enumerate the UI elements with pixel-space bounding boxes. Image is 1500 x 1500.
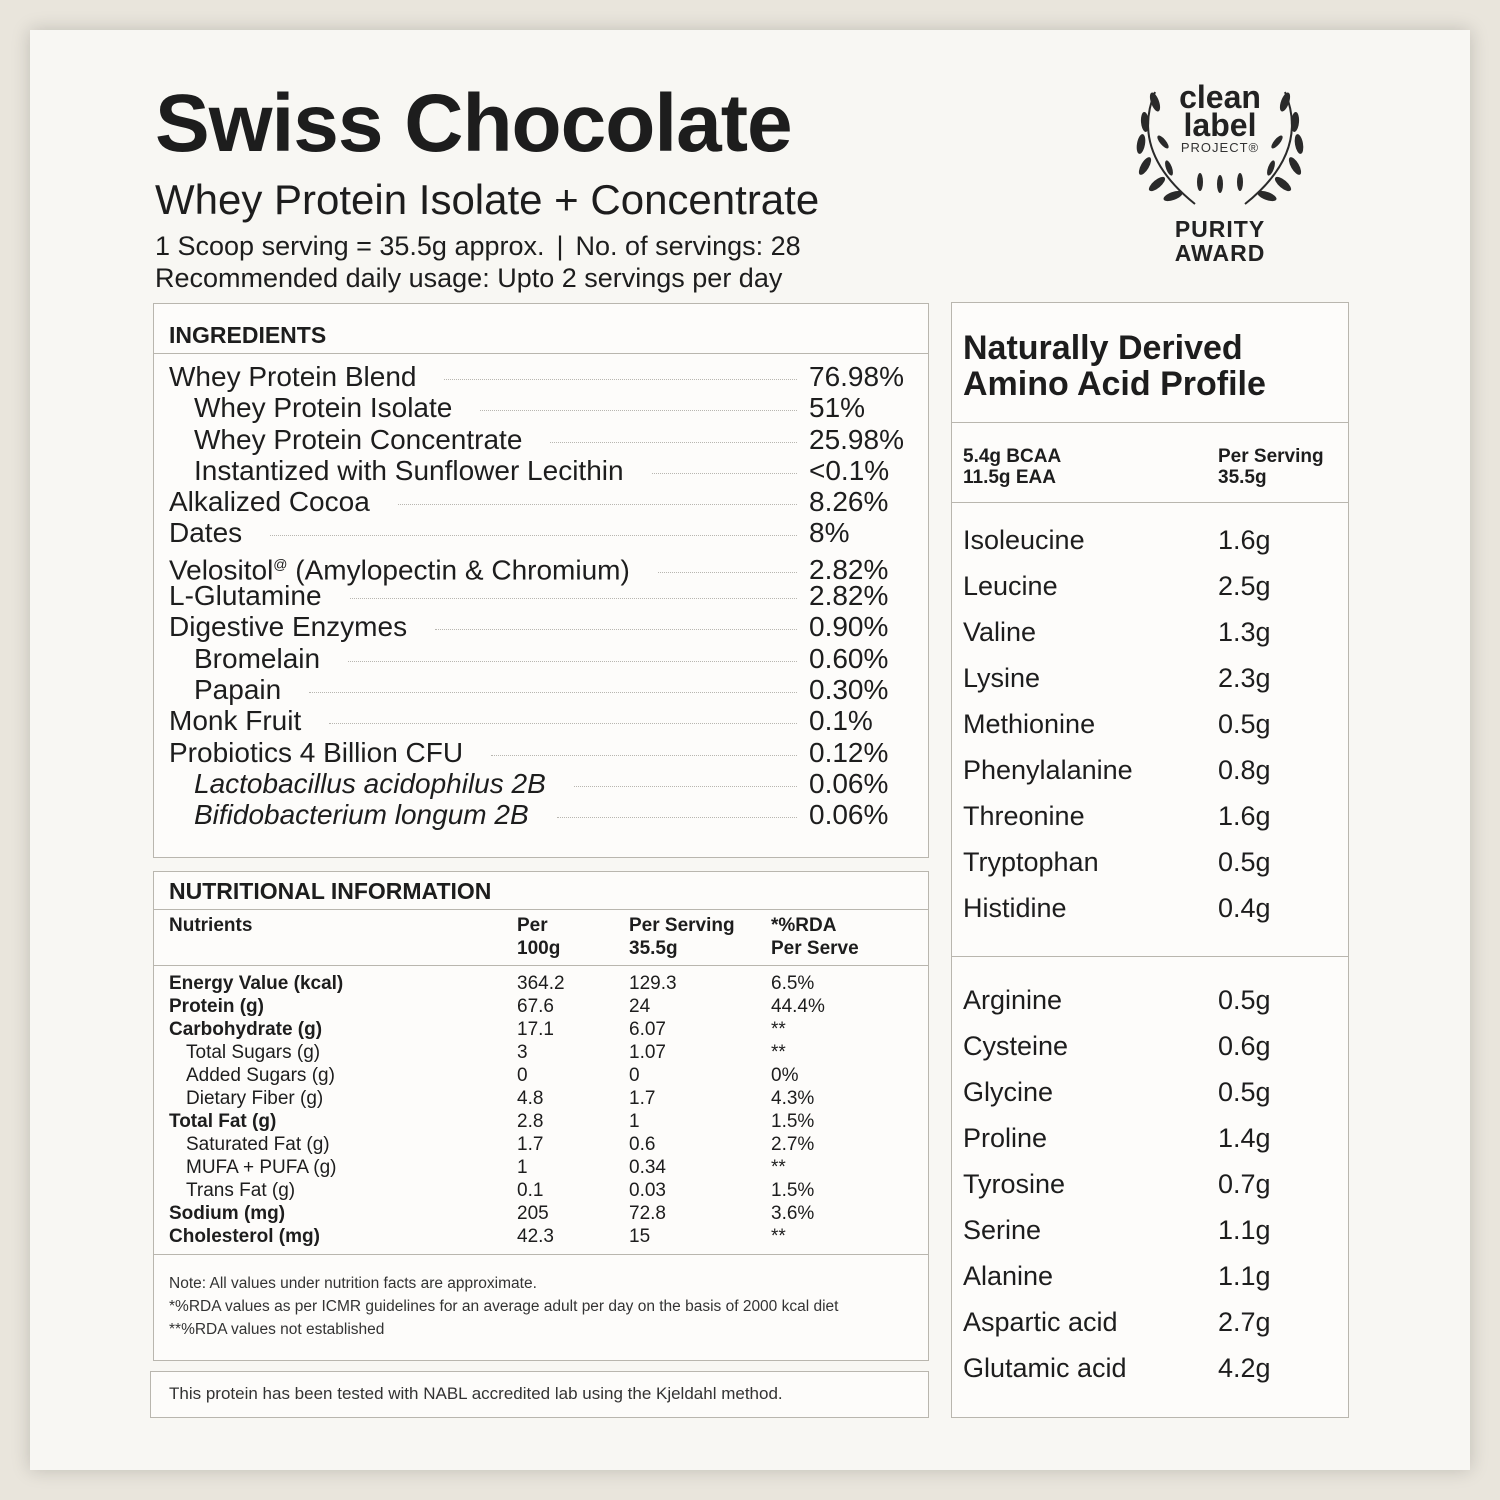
per-serving-value: 72.8 (629, 1203, 666, 1224)
list-item (963, 1122, 1333, 1168)
rda-value: ** (771, 1042, 786, 1063)
badge-purity: PURITY (1174, 216, 1266, 242)
table-row (169, 1225, 919, 1248)
nutrient-name: Added Sugars (g) (186, 1065, 335, 1086)
list-item (963, 1260, 1333, 1306)
col-header-rda-line1: *%RDA (771, 915, 837, 936)
ingredient-row (169, 517, 914, 548)
ingredient-name-rest: (Amylopectin & Chromium) (287, 554, 630, 586)
nutrient-name: Protein (g) (169, 996, 264, 1017)
servings-count: No. of servings: 28 (575, 231, 801, 261)
per100g-value: 3 (517, 1042, 528, 1063)
amino-name: Cysteine (963, 1031, 1069, 1061)
amino-name: Leucine (963, 571, 1058, 601)
amino-value: 0.8g (1218, 755, 1271, 785)
amino-title-line1: Naturally Derived (963, 329, 1243, 367)
ingredient-row (169, 549, 914, 586)
nutrient-name: Cholesterol (mg) (169, 1226, 320, 1247)
amino-title-line2: Amino Acid Profile (963, 365, 1266, 403)
col-header-per100g-line2: 100g (517, 938, 561, 959)
ingredient-row (169, 705, 914, 736)
ingredient-row (169, 737, 914, 768)
lab-test-note-box (150, 1371, 929, 1418)
bcaa-eaa-summary (963, 446, 1061, 488)
table-row (169, 995, 919, 1018)
per100g-value: 67.6 (517, 996, 554, 1017)
rda-value: ** (771, 1226, 786, 1247)
col-header-per100g (517, 914, 560, 960)
nutrition-panel (153, 871, 929, 1361)
table-row (169, 1179, 919, 1202)
amino-name: Glutamic acid (963, 1353, 1127, 1383)
rda-value: 4.3% (771, 1088, 815, 1109)
clean-label-badge (1125, 72, 1315, 272)
ingredient-name: Bifidobacterium longum 2B (194, 799, 529, 831)
per-serving-value: 0.6 (629, 1134, 656, 1155)
ingredient-percent: 0.12% (809, 736, 889, 768)
list-item (963, 570, 1333, 616)
badge-word-label: label (1183, 107, 1257, 143)
ingredient-percent: 0.90% (809, 611, 889, 643)
product-subtitle: Whey Protein Isolate + Concentrate (155, 176, 820, 223)
rda-value: 6.5% (771, 973, 815, 994)
col-header-rda (771, 914, 859, 960)
registered-mark: @ (273, 555, 288, 572)
amino-name: Proline (963, 1123, 1048, 1153)
amino-name: Methionine (963, 709, 1096, 739)
per100g-value: 17.1 (517, 1019, 554, 1040)
per-serving-value: 6.07 (629, 1019, 666, 1040)
note-rda-guidelines: *%RDA values as per ICMR guidelines for an average adult per day on the basis of 2000 kcal diet (169, 1298, 839, 1315)
ingredient-row (169, 768, 914, 799)
ingredient-name: Bromelain (194, 642, 321, 674)
per100g-value: 0.1 (517, 1180, 544, 1201)
col-header-per-serving-line2: 35.5g (629, 938, 678, 959)
amino-value: 1.1g (1218, 1215, 1271, 1245)
amino-value: 0.5g (1218, 847, 1271, 877)
rda-value: 3.6% (771, 1203, 815, 1224)
col-header-per-serving (629, 914, 735, 960)
per-serving-value: 129.3 (629, 973, 677, 994)
amino-name: Tyrosine (963, 1169, 1066, 1199)
rda-value: 1.5% (771, 1180, 815, 1201)
nutrition-table (169, 972, 919, 1248)
amino-name: Histidine (963, 893, 1067, 923)
nutrient-name: Total Sugars (g) (186, 1042, 321, 1063)
amino-value: 0.5g (1218, 1077, 1271, 1107)
col-header-nutrients: Nutrients (169, 915, 253, 936)
amino-value: 1.3g (1218, 617, 1271, 647)
product-title: Swiss Chocolate (155, 78, 792, 169)
per-serving-value: 1 (629, 1111, 640, 1132)
list-item (963, 1168, 1333, 1214)
nutrition-notes (169, 1272, 838, 1341)
ingredient-percent: 0.1% (809, 705, 873, 737)
ingredient-row (169, 455, 914, 486)
list-item (963, 846, 1333, 892)
ingredient-name: Monk Fruit (169, 705, 302, 737)
per-serving-header-line2: 35.5g (1218, 467, 1267, 488)
divider (154, 909, 928, 910)
per100g-value: 1 (517, 1157, 528, 1178)
amino-name: Lysine (963, 663, 1041, 693)
note-approximate: Note: All values under nutrition facts are approximate. (169, 1275, 537, 1292)
per100g-value: 2.8 (517, 1111, 544, 1132)
col-header-per100g-line1: Per (517, 915, 548, 936)
list-item (963, 708, 1333, 754)
badge-word-clean: clean (1179, 79, 1261, 115)
per100g-value: 0 (517, 1065, 528, 1086)
rda-value: 2.7% (771, 1134, 815, 1155)
per100g-value: 42.3 (517, 1226, 554, 1247)
table-row (169, 1110, 919, 1133)
ingredient-percent: 2.82% (809, 554, 889, 586)
amino-name: Phenylalanine (963, 755, 1133, 785)
ingredient-name: Lactobacillus acidophilus 2B (194, 767, 546, 799)
list-item (963, 800, 1333, 846)
ingredient-row (169, 424, 914, 455)
serving-size: 1 Scoop serving = 35.5g approx. (155, 231, 545, 261)
per100g-value: 205 (517, 1203, 549, 1224)
amino-value: 1.6g (1218, 525, 1271, 555)
ingredient-name-main: Velositol (169, 554, 274, 586)
divider (154, 1254, 928, 1255)
ingredient-percent: 8.26% (809, 486, 889, 518)
ingredient-name: Instantized with Sunflower Lecithin (194, 454, 624, 486)
ingredient-row (169, 799, 914, 830)
note-rda-not-established: **%RDA values not established (169, 1321, 385, 1338)
nonessential-amino-list (963, 984, 1333, 1398)
divider (952, 956, 1348, 957)
amino-value: 0.7g (1218, 1169, 1271, 1199)
nutrient-name: MUFA + PUFA (g) (186, 1157, 337, 1178)
amino-name: Glycine (963, 1077, 1054, 1107)
ingredient-percent: 25.98% (809, 423, 904, 455)
col-header-rda-line2: Per Serve (771, 938, 859, 959)
separator: | (556, 231, 564, 261)
serving-info (155, 230, 801, 262)
nutrient-name: Saturated Fat (g) (186, 1134, 330, 1155)
col-header-per-serving-line1: Per Serving (629, 915, 735, 936)
list-item (963, 662, 1333, 708)
bcaa-amount: 5.4g BCAA (963, 446, 1062, 467)
divider (952, 422, 1348, 423)
amino-name: Tryptophan (963, 847, 1099, 877)
list-item (963, 616, 1333, 662)
list-item (963, 1352, 1333, 1398)
ingredient-row (169, 392, 914, 423)
divider (154, 353, 928, 354)
amino-value: 0.5g (1218, 709, 1271, 739)
badge-word-project: PROJECT® (1180, 140, 1260, 155)
lab-test-note: This protein has been tested with NABL accredited lab using the Kjeldahl method. (169, 1384, 783, 1403)
table-row (169, 1156, 919, 1179)
nutrient-name: Dietary Fiber (g) (186, 1088, 324, 1109)
ingredient-percent: 0.60% (809, 642, 889, 674)
rda-value: ** (771, 1019, 786, 1040)
ingredients-list (169, 361, 914, 830)
amino-name: Alanine (963, 1261, 1054, 1291)
amino-acid-panel (951, 302, 1349, 1418)
per100g-value: 4.8 (517, 1088, 544, 1109)
per-serving-value: 1.7 (629, 1088, 656, 1109)
ingredients-panel (153, 303, 929, 858)
ingredient-percent: 0.06% (809, 799, 889, 831)
list-item (963, 1306, 1333, 1352)
divider (952, 502, 1348, 503)
per-serving-header (1218, 446, 1324, 488)
ingredient-percent: 0.06% (809, 767, 889, 799)
badge-award: AWARD (1174, 240, 1266, 266)
list-item (963, 892, 1333, 938)
rda-value: ** (771, 1157, 786, 1178)
ingredient-row (169, 486, 914, 517)
ingredient-percent: 8% (809, 517, 850, 549)
ingredient-name: Dates (169, 517, 243, 549)
ingredient-percent: 2.82% (809, 580, 889, 612)
ingredient-name: Whey Protein Isolate (194, 392, 453, 424)
list-item (963, 1030, 1333, 1076)
ingredient-percent: 0.30% (809, 673, 889, 705)
amino-value: 0.5g (1218, 985, 1271, 1015)
ingredient-name: Digestive Enzymes (169, 611, 408, 643)
table-row (169, 972, 919, 995)
list-item (963, 524, 1333, 570)
ingredient-name: Whey Protein Concentrate (194, 423, 523, 455)
divider (154, 965, 928, 966)
nutrition-heading: NUTRITIONAL INFORMATION (169, 878, 492, 904)
per-serving-value: 0.03 (629, 1180, 666, 1201)
amino-value: 0.4g (1218, 893, 1271, 923)
amino-name: Arginine (963, 985, 1063, 1015)
per-serving-header-line1: Per Serving (1218, 446, 1324, 467)
ingredient-name: Whey Protein Blend (169, 361, 417, 392)
per-serving-value: 1.07 (629, 1042, 666, 1063)
table-row (169, 1087, 919, 1110)
list-item (963, 1214, 1333, 1260)
table-row (169, 1202, 919, 1225)
amino-value: 2.5g (1218, 571, 1271, 601)
amino-value: 1.6g (1218, 801, 1271, 831)
table-row (169, 1018, 919, 1041)
ingredient-row (169, 674, 914, 705)
amino-name: Valine (963, 617, 1037, 647)
nutrient-name: Sodium (mg) (169, 1203, 286, 1224)
ingredient-name: Papain (194, 673, 282, 705)
list-item (963, 754, 1333, 800)
list-item (963, 984, 1333, 1030)
per-serving-value: 0.34 (629, 1157, 666, 1178)
rda-value: 0% (771, 1065, 799, 1086)
amino-value: 0.6g (1218, 1031, 1271, 1061)
per-serving-value: 15 (629, 1226, 651, 1247)
eaa-amount: 11.5g EAA (963, 467, 1056, 488)
per-serving-value: 0 (629, 1065, 640, 1086)
amino-name: Isoleucine (963, 525, 1085, 555)
amino-value: 1.4g (1218, 1123, 1271, 1153)
nutrient-name: Energy Value (kcal) (169, 973, 344, 994)
ingredients-heading: INGREDIENTS (169, 322, 327, 348)
ingredient-percent: 76.98% (809, 361, 904, 392)
amino-title (963, 330, 1266, 402)
ingredient-name: Probiotics 4 Billion CFU (169, 736, 464, 768)
table-row (169, 1064, 919, 1087)
ingredient-row (169, 611, 914, 642)
table-row (169, 1041, 919, 1064)
amino-name: Aspartic acid (963, 1307, 1118, 1337)
amino-name: Serine (963, 1215, 1042, 1245)
ingredient-name: L-Glutamine (169, 580, 322, 612)
per100g-value: 1.7 (517, 1134, 544, 1155)
amino-value: 4.2g (1218, 1353, 1271, 1383)
ingredient-row (169, 361, 914, 392)
nutrient-name: Carbohydrate (g) (169, 1019, 323, 1040)
per100g-value: 364.2 (517, 973, 565, 994)
amino-value: 2.3g (1218, 663, 1271, 693)
ingredient-percent: 51% (809, 392, 866, 424)
amino-value: 1.1g (1218, 1261, 1271, 1291)
amino-name: Threonine (963, 801, 1085, 831)
ingredient-row (169, 643, 914, 674)
rda-value: 44.4% (771, 996, 825, 1017)
table-row (169, 1133, 919, 1156)
rda-value: 1.5% (771, 1111, 815, 1132)
amino-value: 2.7g (1218, 1307, 1271, 1337)
essential-amino-list (963, 524, 1333, 938)
ingredient-percent: <0.1% (809, 454, 890, 486)
ingredient-name: Alkalized Cocoa (169, 486, 370, 518)
daily-usage: Recommended daily usage: Upto 2 servings per day (155, 263, 783, 293)
nutrient-name: Trans Fat (g) (186, 1180, 296, 1201)
list-item (963, 1076, 1333, 1122)
nutrient-name: Total Fat (g) (169, 1111, 277, 1132)
per-serving-value: 24 (629, 996, 651, 1017)
